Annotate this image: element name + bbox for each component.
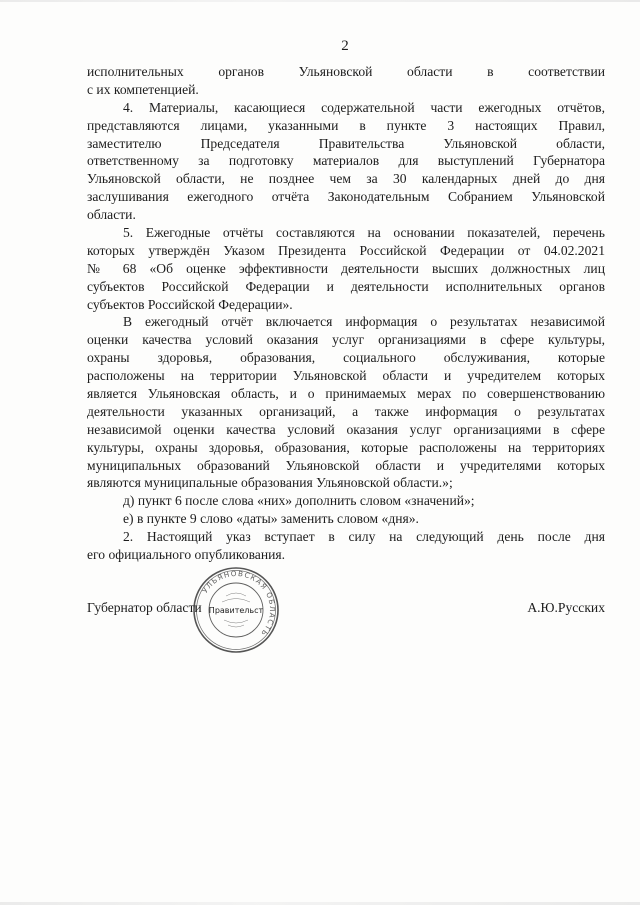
- text-line: является Ульяновская область, и о принимаемых мерах по совершенствованию: [87, 386, 605, 402]
- text-line: его официального опубликования.: [87, 547, 286, 563]
- text-line: В ежегодный отчёт включается информация о результатах независимой: [123, 314, 605, 330]
- signatory-name: А.Ю.Русских: [527, 600, 605, 615]
- text-line: субъектов Российской Федерации и деятельности исполнительных органов: [87, 278, 605, 294]
- text-line: исполнительных органов Ульяновской области в соответствии: [87, 64, 605, 79]
- text-line: независимой оценки качества условий оказания услуг организациями в сфере: [87, 421, 605, 437]
- text-line: е) в пункте 9 слово «даты» заменить словом «дня».: [123, 511, 419, 527]
- text-line: 5. Ежегодные отчёты составляются на основании показателей, перечень: [123, 225, 605, 241]
- text-line: области.: [87, 207, 136, 223]
- text-line: деятельности указанных организаций, а также информация о результатах: [87, 403, 605, 419]
- text-line: заместителю Председателя Правительства Ульяновской области,: [87, 135, 605, 151]
- text-line: охраны здоровья, образования, социального обслуживания, которые: [87, 350, 605, 366]
- text-line: муниципальных образований Ульяновской области и учредителями которых: [87, 457, 605, 473]
- text-line: оценки качества условий оказания услуг организациями в сфере культуры,: [87, 332, 605, 348]
- text-line: Ульяновской области, не позднее чем за 30 календарных дней до дня: [87, 171, 605, 187]
- text-line: д) пункт 6 после слова «них» дополнить словом «значений»;: [123, 493, 475, 509]
- text-line: ответственному за подготовку материалов для выступлений Губернатора: [87, 153, 605, 169]
- document-body: [87, 63, 605, 564]
- seal-ring-text: УЛЬЯНОВСКАЯ ОБЛАСТЬ: [200, 568, 278, 639]
- scan-edge-top: [0, 0, 640, 2]
- text-line: являются муниципальные образования Ульяновской области.»;: [87, 475, 453, 491]
- text-line: заслушивания ежегодного отчёта Законодательным Собранием Ульяновской: [87, 189, 605, 205]
- text-line: 2. Настоящий указ вступает в силу на следующий день после дня: [123, 529, 605, 545]
- text-line: расположены на территории Ульяновской области и учредителем которых: [87, 368, 605, 384]
- official-seal-stamp: [192, 566, 280, 654]
- text-line: представляются лицами, указанными в пункте 3 настоящих Правил,: [87, 117, 605, 133]
- text-line: которых утверждён Указом Президента Российской Федерации от 04.02.2021: [87, 242, 605, 258]
- signatory-title: Губернатор области: [87, 600, 202, 615]
- text-line: № 68 «Об оценке эффективности деятельности высших должностных лиц: [87, 260, 605, 276]
- page-number: 2: [341, 38, 349, 54]
- seal-center-text: Правительст: [208, 606, 264, 615]
- text-line: субъектов Российской Федерации».: [87, 296, 293, 312]
- text-line: 4. Материалы, касающиеся содержательной части ежегодных отчётов,: [123, 99, 605, 115]
- text-line: культуры, охраны здоровья, образования, которые расположены на территориях: [87, 439, 605, 455]
- text-line: с их компетенцией.: [87, 81, 199, 97]
